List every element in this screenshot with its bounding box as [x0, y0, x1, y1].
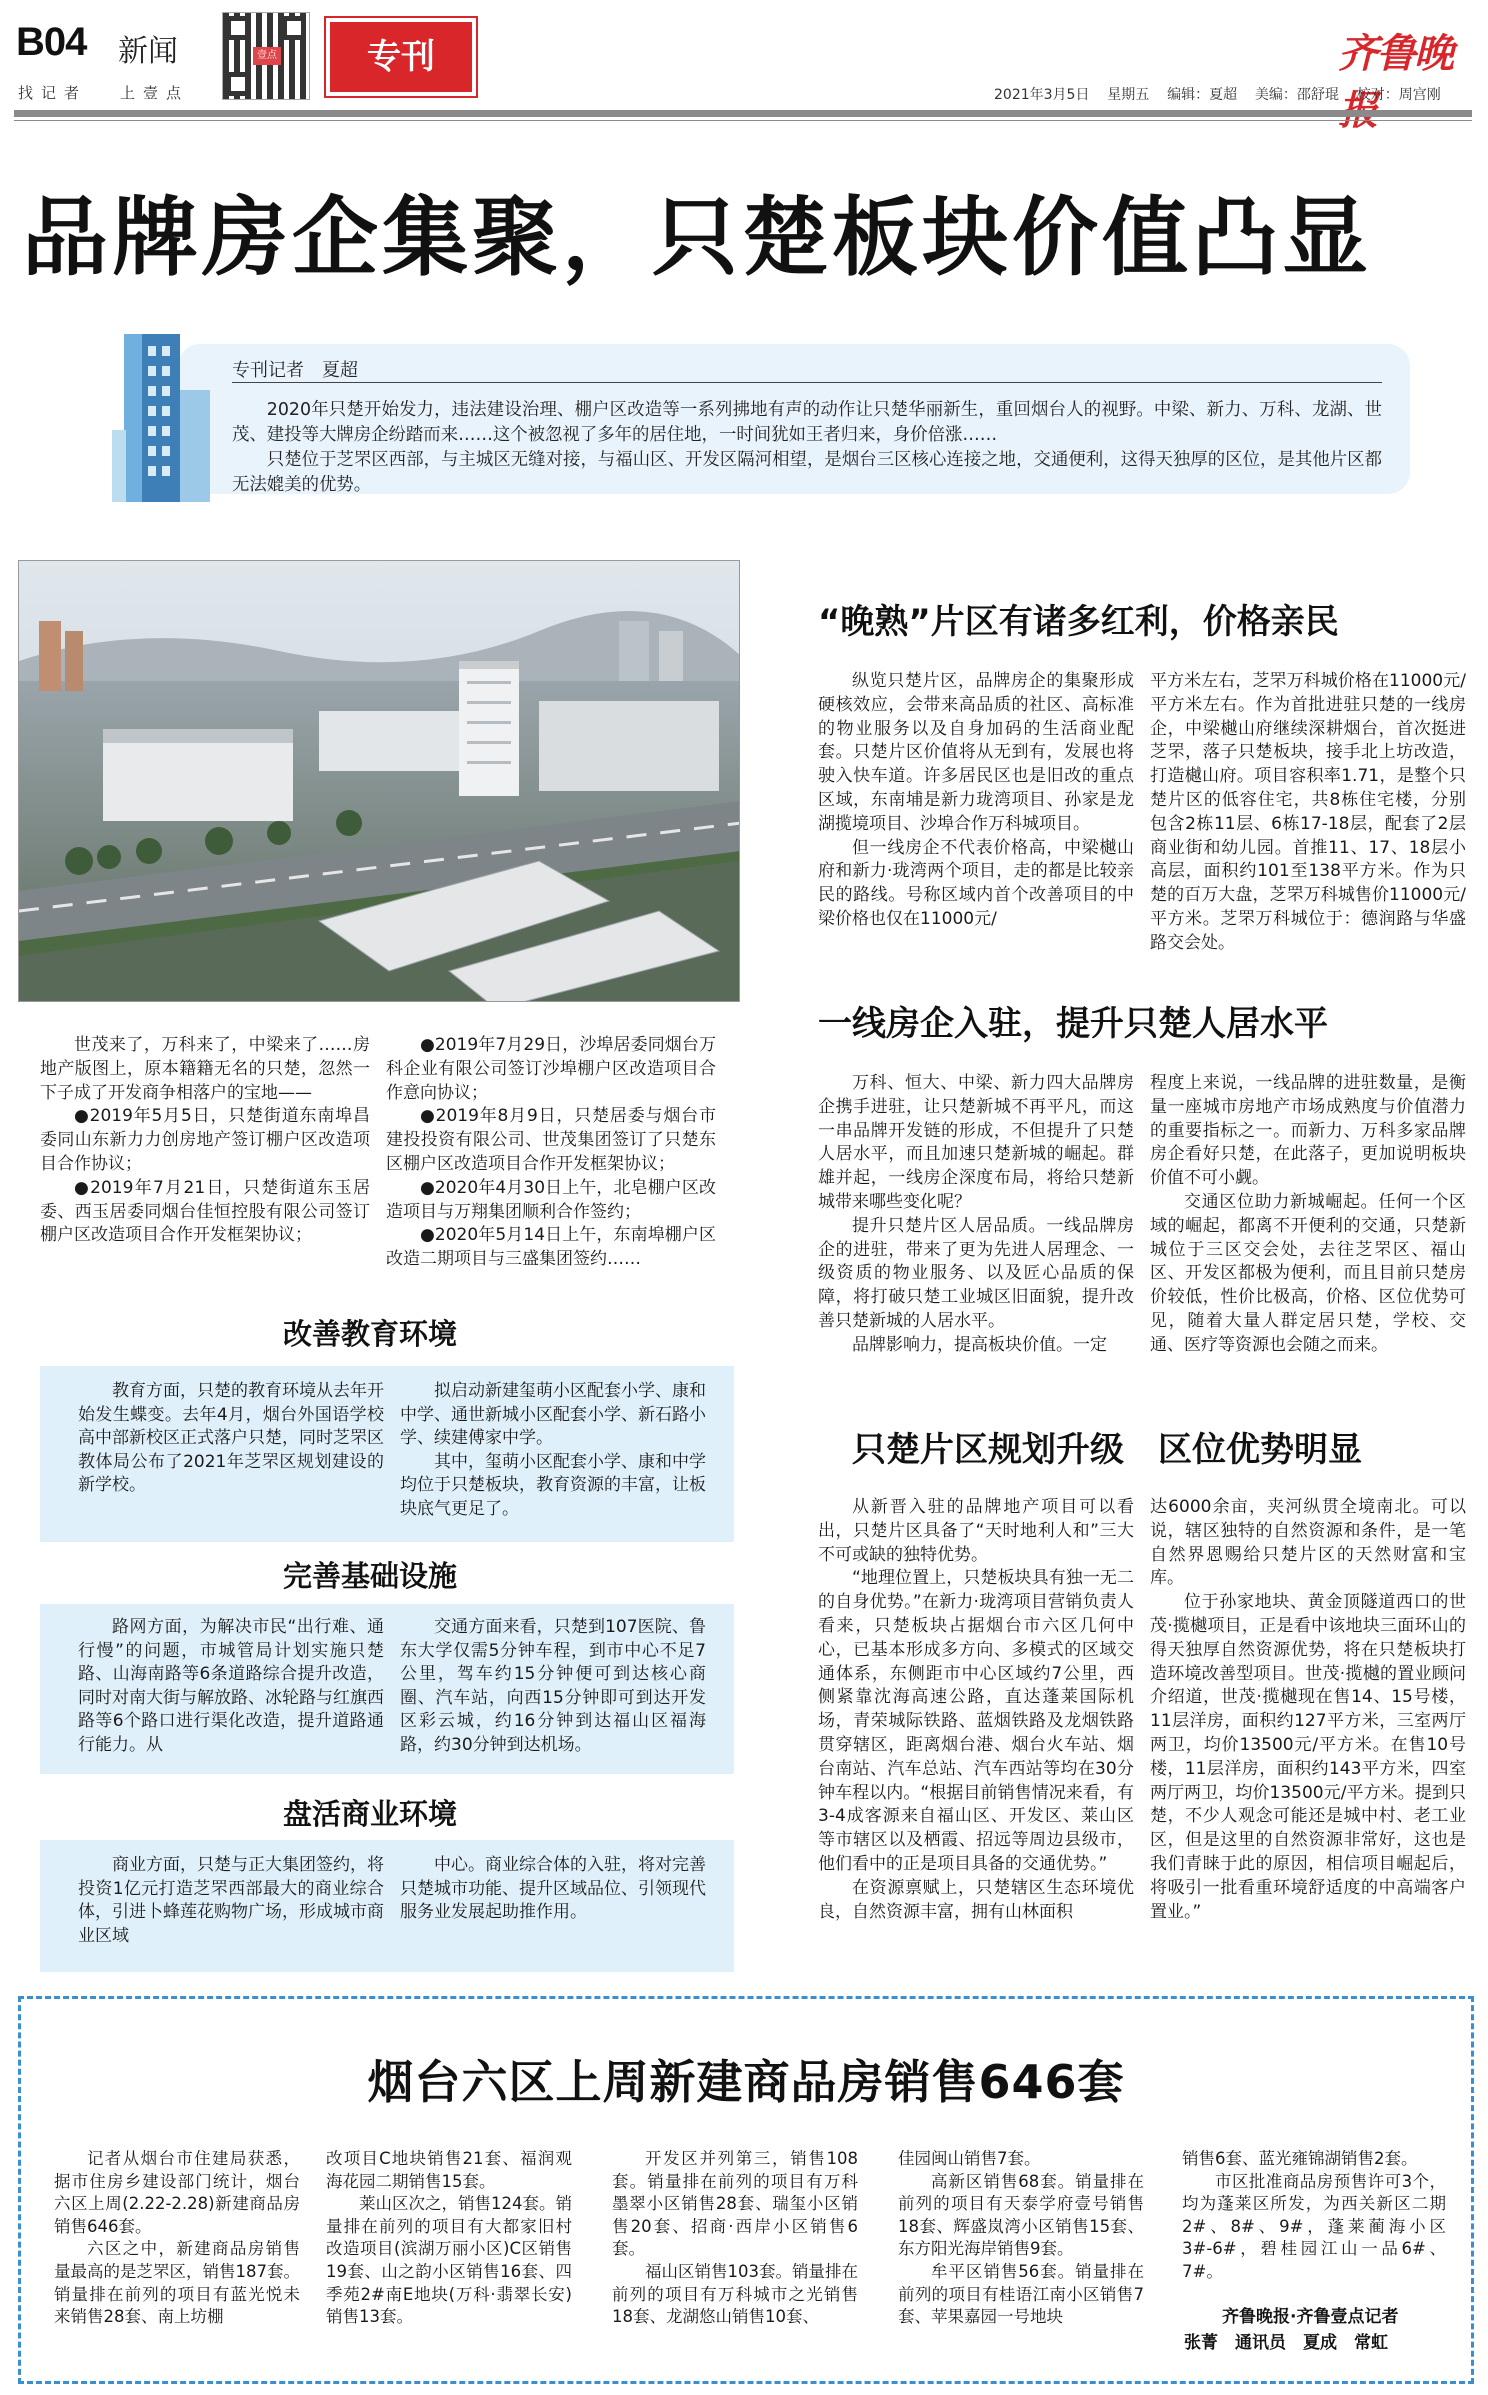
qr-code[interactable]: [222, 12, 310, 100]
sales-credit-2: 张菁 通讯员 夏成 常虹: [1184, 2333, 1388, 2353]
proof-credit: 校对：周宫刚: [1356, 87, 1441, 103]
section-2-col1-p1: 万科、恒大、中梁、新力四大品牌房企携手进驻，让只楚新城不再平凡，而这一串品牌开发链的形成，不但提升了只楚人居水平，而且加速只楚新城的崛起。群雄并起，一线房企深度布局，将给只楚新城带来哪些变化呢？: [818, 1073, 1134, 1212]
building-illustration: [108, 330, 218, 502]
sales-col1-p2: 六区之中，新建商品房销售量最高的是芝罘区，销售187套。销量排在前列的项目有蓝光悦未来销售28套、南上坊棚: [54, 2239, 300, 2327]
section-2-title: 一线房企入驻，提升只楚人居水平: [818, 1004, 1328, 1044]
section-1-col1-p2: 但一线房企不代表价格高，中梁樾山府和新力·珑湾两个项目，走的都是比较亲民的路线。号称区域内首个改善项目的中梁价格也仅在11000元/: [818, 837, 1134, 929]
section-1-col2-p1: 平方米左右，芝罘万科城价格在11000元/平方米左右。作为首批进驻只楚的一线房企，中梁樾山府继续深耕烟台，首次挺进芝罘，落子只楚板块，接手北上坊改造，打造樾山府。项目容积率1.71，是整个只楚片区的低容住宅，共8栋住宅楼，分别包含2栋11层、6栋17-18层，配套了2层商业街和幼儿园。首推11、17、18层小高层，面积约101至138平方米。作为只楚的百万大盘，芝罘万科城售价11000元/平方米。芝罘万科城位于：德润路与华盛路交会处。: [1150, 671, 1466, 953]
sales-col3-p1: 开发区并列第三，销售108套。销量排在前列的项目有万科墨翠小区销售28套、瑞玺小区销售20套、招商·西岸小区销售6套。: [612, 2149, 858, 2259]
business-col-1: [78, 1854, 384, 1964]
section-1-col-2: [1150, 670, 1466, 970]
business-col-2: [400, 1854, 706, 1964]
newspaper-logo: 齐鲁晚: [1338, 30, 1452, 77]
section-3-col1-p2: “地理位置上，只楚板块具有独一无二的自身优势。”在新力·珑湾项目营销负责人看来，只楚板块占据烟台市六区几何中心，已基本形成多方向、多模式的区域交通体系，东侧距市中心区域约7公里，西侧紧靠沈海高速公路，直达蓬莱国际机场，青荣城际铁路、蓝烟铁路及龙烟铁路贯穿辖区，距离烟台港、烟台火车站、烟台南站、汽车总站、汽车西站等均在30分钟车程以内。“根据目前销售情况来看，有3-4成客源来自福山区、开发区、莱山区等市辖区以及栖霞、招远等周边县级市，他们看中的正是项目具备的交通优势。”: [818, 1568, 1134, 1874]
sales-col4-p1: 佳园闽山销售7套。: [898, 2149, 1041, 2168]
section-3-col2-p1: 达6000余亩，夹河纵贯全境南北。可以说，辖区独特的自然资源和条件，是一笔自然界恩赐给只楚片区的天然财富和宝库。: [1150, 1497, 1466, 1589]
issue-date: 2021年3月5日: [994, 87, 1090, 103]
section-2-col2-p1: 程度上来说，一线品牌的进驻数量，是衡量一座城市房地产市场成熟度与价值潜力的重要指标之一。而新力、万科多家品牌房企看好只楚，在此落子，更加说明板块价值不可小觑。: [1150, 1073, 1466, 1189]
sales-col5-p2: 市区批准商品房预售许可3个，均为蓬莱区所发，为西关新区二期2#、8#、9#，蓬莱蔺海小区3#-6#，碧桂园江山一品6#、7#。: [1182, 2171, 1446, 2281]
left-col1-p1: 世茂来了，万科来了，中梁来了……房地产版图上，原本籍籍无名的只楚，忽然一下子成了开发商争相落户的宝地——: [40, 1035, 370, 1103]
left-col-2: [386, 1034, 716, 1304]
section-3-title: 只楚片区规划升级 区位优势明显: [852, 1430, 1362, 1470]
section-2-col-1: [818, 1072, 1134, 1384]
section-2-col1-p3: 品牌影响力，提高板块价值。一定: [852, 1334, 1107, 1355]
sales-col-4: [898, 2148, 1144, 2376]
left-col2-p1: ●2019年7月29日，沙埠居委同烟台万科企业有限公司签订沙埠棚户区改造项目合作意向协议；: [386, 1035, 716, 1103]
left-col2-p2: ●2019年8月9日，只楚居委与烟台市建投投资有限公司、世茂集团签订了只楚东区棚户区改造项目合作开发框架协议；: [386, 1106, 716, 1174]
infrastructure-col-1: [78, 1616, 384, 1766]
section-1-col-1: [818, 670, 1134, 970]
education-col-2: [400, 1380, 706, 1540]
sales-col5-p1: 销售6套、蓝光雍锦湖销售2套。: [1182, 2149, 1418, 2168]
sales-credit-1: 齐鲁晚报·齐鲁壹点记者: [1222, 2307, 1399, 2327]
sales-col2-p1: 改项目C地块销售21套、福润观海花园二期销售15套。: [326, 2149, 572, 2191]
sales-title: 烟台六区上周新建商品房销售646套: [367, 2055, 1125, 2109]
education-p1: 教育方面，只楚的教育环境从去年开始发生蝶变。去年4月，烟台外国语学校高中部新校区正式落户只楚，同时芝罘区教体局公布了2021年芝罘区规划建设的新学校。: [78, 1381, 384, 1496]
page-number: B04: [16, 20, 87, 64]
business-title: 盘活商业环境: [282, 1797, 457, 1831]
intro-byline-rule: [232, 382, 1382, 383]
art-credit: 美编：邵舒琨: [1254, 87, 1339, 103]
section-2-col2-p2: 交通区位助力新城崛起。任何一个区域的崛起，都离不开便利的交通，只楚新城位于三区交会处，去往芝罘区、福山区、开发区都极为便利，而且目前只楚房价较低，性价比极高，价格、区位优势可见，随着大量人群定居只楚，学校、交通、医疗等资源也会随之而来。: [1150, 1191, 1466, 1355]
qr-label: 壹点: [253, 47, 281, 65]
header-sub-2: 上壹点: [120, 84, 190, 102]
infrastructure-p1: 路网方面，为解决市民“出行难、通行慢”的问题，市城管局计划实施只楚路、山海南路等6条道路综合提升改造，同时对南大街与解放路、冰轮路与红旗西路等6个路口进行渠化改造，提升道路通行能力。从: [78, 1617, 384, 1755]
left-col1-p2: ●2019年5月5日，只楚街道东南埠昌委同山东新力力创房地产签订棚户区改造项目合作协议；: [40, 1106, 370, 1174]
issue-weekday: 星期五: [1107, 87, 1150, 103]
infrastructure-title: 完善基础设施: [282, 1559, 457, 1593]
sales-col2-p2: 莱山区次之，销售124套。销量排在前列的项目有大都家旧村改造项目(滨湖万丽小区)C区销售19套、山之韵小区销售16套、四季苑2#南E地块(万科·翡翠长安)销售13套。: [326, 2194, 572, 2327]
business-p1: 商业方面，只楚与正大集团签约，将投资1亿元打造芝罘西部最大的商业综合体，引进卜蜂莲花购物广场，形成城市商业区域: [78, 1855, 384, 1946]
sales-col-5: [1182, 2148, 1446, 2298]
sales-col1-p1: 记者从烟台市住建局获悉，据市住房乡建设部门统计，烟台六区上周(2.22-2.28)新建商品房销售646套。: [54, 2149, 300, 2236]
special-tag-label: 专刊: [367, 37, 435, 77]
sales-col-3: [612, 2148, 858, 2376]
section-1-col1-p1: 纵览只楚片区，品牌房企的集聚形成硬核效应，会带来高品质的社区、高标准的物业服务以及自身加码的生活商业配套。只楚片区价值将从无到有，发展也将驶入快车道。许多居民区也是旧改的重点区域，东南埔是新力珑湾项目、孙家是龙湖揽境项目、沙埠合作万科城项目。: [818, 671, 1134, 834]
education-p2: 拟启动新建玺萌小区配套小学、康和中学、通世新城小区配套小学、新石路小学、续建傅家中学。: [400, 1381, 706, 1449]
header-rule: [14, 110, 1472, 117]
sales-col4-p3: 牟平区销售56套。销量排在前列的项目有桂语江南小区销售7套、苹果嘉园一号地块: [898, 2261, 1144, 2327]
issue-meta: [994, 84, 1441, 104]
intro-paragraph-2: 只楚位于芝罘区西部，与主城区无缝对接，与福山区、开发区隔河相望，是烟台三区核心连接之地，交通便利，这得天独厚的区位，是其他片区都无法媲美的优势。: [232, 450, 1382, 495]
section-3-col-2: [1150, 1496, 1466, 1968]
infrastructure-p2: 交通方面来看，只楚到107医院、鲁东大学仅需5分钟车程，到市中心不足7公里，驾车约15分钟便可到达核心商圈、汽车站，向西15分钟即可到达开发区彩云城，约16分钟到达福山区福海路，约30分钟到达机场。: [400, 1617, 706, 1755]
education-col-1: [78, 1380, 384, 1540]
section-2-col1-p2: 提升只楚片区人居品质。一线品牌房企的进驻，带来了更为先进人居理念、一级资质的物业服务、以及匠心品质的保障，将打破只楚工业城区旧面貌，提升改善只楚新城的人居水平。: [818, 1215, 1134, 1331]
section-1-title: “晚熟”片区有诸多红利，价格亲民: [818, 602, 1339, 642]
header-sub-1: 找记者: [18, 84, 88, 102]
section-3-col-1: [818, 1496, 1134, 1968]
section-label: 新闻: [118, 34, 178, 69]
section-3-col1-p3: 在资源禀赋上，只楚辖区生态环境优良，自然资源丰富，拥有山林面积: [818, 1877, 1134, 1922]
header-rule-thin: [14, 120, 1472, 121]
section-3-col2-p2: 位于孙家地块、黄金顶隧道西口的世茂·揽樾项目，正是看中该地块三面环山的得天独厚自然资源优势，将在只楚板块打造环境改善型项目。世茂·揽樾的置业顾问介绍道，世茂·揽樾现在售14、15号楼，11层洋房，面积约127平方米，三室两厅两卫，均价13500元/平方米。在售10号楼，11层洋房，面积约143平方米，四室两厅两卫，均价13500元/平方米。提到只楚，不少人观念可能还是城中村、老工业区，但是这里的自然资源非常好，这也是我们青睐于此的原因，相信项目崛起后，将吸引一批看重环境舒适度的中高端客户置业。”: [1150, 1592, 1466, 1922]
section-2-col-2: [1150, 1072, 1466, 1384]
sales-col-2: [326, 2148, 572, 2376]
headline: 品牌房企集聚，只楚板块价值凸显: [22, 188, 1372, 288]
left-col-1: [40, 1034, 370, 1304]
intro-paragraph-1: 2020年只楚开始发力，违法建设治理、棚户区改造等一系列拂地有声的动作让只楚华丽新生，重回烟台人的视野。中梁、新力、万科、龙湖、世茂、建投等大牌房企纷踏而来……这个被忽视了多年的居住地，一时间犹如王者归来，身价倍涨……: [232, 400, 1382, 445]
infrastructure-col-2: [400, 1616, 706, 1766]
aerial-photo: [18, 560, 740, 1002]
intro-text: [232, 398, 1382, 498]
section-3-col1-p1: 从新晋入驻的品牌地产项目可以看出，只楚片区具备了“天时地利人和”三大不可或缺的独特优势。: [818, 1497, 1134, 1565]
sales-col-1: [54, 2148, 300, 2376]
left-col1-p3: ●2019年7月21日，只楚街道东玉居委、西玉居委同烟台佳恒控股有限公司签订棚户区改造项目合作开发框架协议；: [40, 1177, 370, 1246]
education-title: 改善教育环境: [282, 1317, 457, 1351]
editor-credit: 编辑：夏超: [1167, 87, 1238, 103]
education-p3: 其中，玺萌小区配套小学、康和中学均位于只楚板块，教育资源的丰富，让板块底气更足了。: [400, 1451, 706, 1519]
left-col2-p4: ●2020年5月14日上午，东南埠棚户区改造二期项目与三盛集团签约……: [386, 1225, 716, 1270]
sales-col3-p2: 福山区销售103套。销量排在前列的项目有万科城市之光销售18套、龙湖悠山销售10套、: [612, 2261, 858, 2327]
left-col2-p3: ●2020年4月30日上午，北皂棚户区改造项目与万翔集团顺利合作签约；: [386, 1177, 716, 1222]
business-p2: 中心。商业综合体的入驻，将对完善只楚城市功能、提升区域品位、引领现代服务业发展起助推作用。: [400, 1855, 706, 1923]
intro-byline: 专刊记者 夏超: [232, 360, 358, 381]
special-tag: [326, 18, 476, 96]
sales-col4-p2: 高新区销售68套。销量排在前列的项目有天泰学府壹号销售18套、辉盛岚湾小区销售15套、东方阳光海岸销售9套。: [898, 2171, 1144, 2259]
